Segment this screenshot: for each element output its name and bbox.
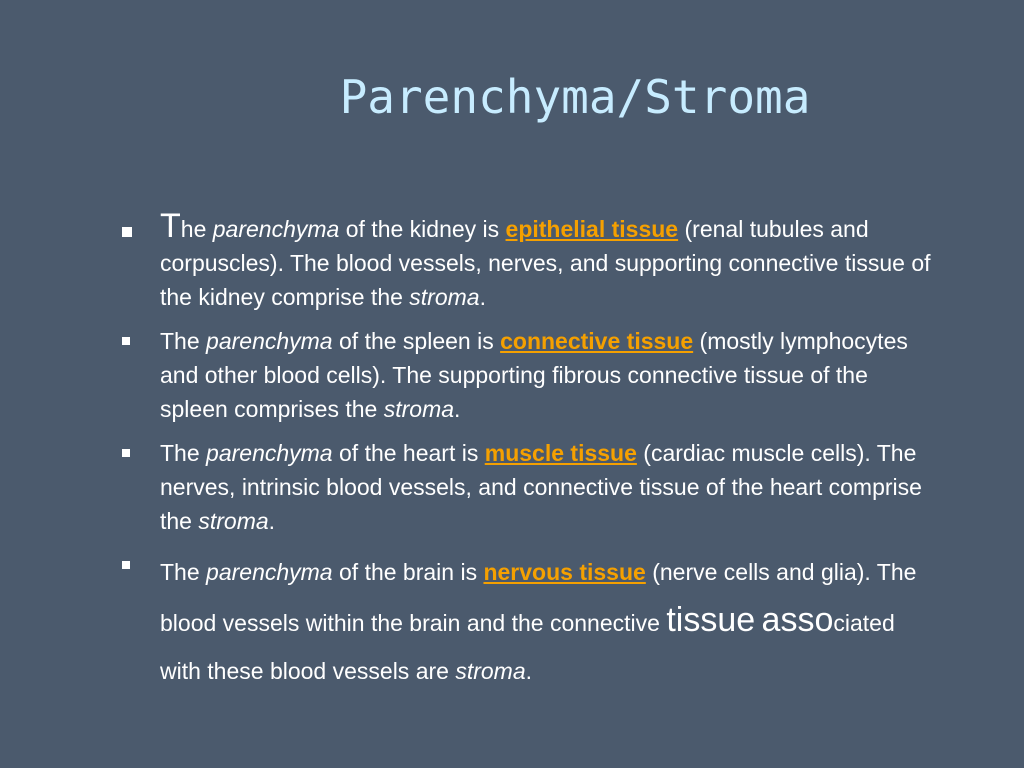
item-mid: of the kidney is xyxy=(339,216,506,242)
bullet-item-kidney xyxy=(122,207,942,314)
square-bullet-icon xyxy=(122,227,132,237)
link-connective-tissue[interactable]: connective tissue xyxy=(500,328,694,354)
bullet-item-spleen xyxy=(122,324,942,426)
item-lead: The xyxy=(160,559,207,585)
term-stroma: stroma xyxy=(383,396,455,422)
large-word-tissue: tissue xyxy=(666,601,756,639)
item-rest: (cardiac muscle cells). The nerves, intrinsic blood vessels, and connective tissue of the heart comprise the xyxy=(160,440,922,534)
square-bullet-icon xyxy=(122,561,130,569)
item-lead: The xyxy=(160,328,207,354)
item-end: . xyxy=(525,658,533,684)
item-mid: of the heart is xyxy=(332,440,485,466)
item-mid: of the brain is xyxy=(332,559,484,585)
link-epithelial-tissue[interactable]: epithelial tissue xyxy=(505,216,679,242)
term-parenchyma: parenchyma xyxy=(212,216,340,242)
drop-cap: T xyxy=(160,207,181,245)
square-bullet-icon xyxy=(122,449,130,457)
large-word-asso: asso xyxy=(761,601,834,639)
term-parenchyma: parenchyma xyxy=(206,440,333,466)
item-lead: The xyxy=(160,440,207,466)
item-end: . xyxy=(268,508,276,534)
item-end: . xyxy=(479,284,486,310)
term-stroma: stroma xyxy=(409,284,480,310)
item-rest: (nerve cells and glia). The blood vessels within the brain and the connective xyxy=(160,559,917,636)
item-end: . xyxy=(454,396,461,422)
bullet-list xyxy=(122,207,942,705)
bullet-item-heart xyxy=(122,436,942,538)
item-mid: of the spleen is xyxy=(332,328,501,354)
link-nervous-tissue[interactable]: nervous tissue xyxy=(483,559,646,585)
slide-title: Parenchyma/Stroma xyxy=(339,70,811,124)
item-rest-2: ciated with these blood vessels are xyxy=(160,610,895,684)
term-stroma: stroma xyxy=(455,658,526,684)
item-rest: (renal tubules and corpuscles). The blood vessels, nerves, and supporting connective tissue of the kidney comprise the xyxy=(160,216,931,310)
link-muscle-tissue[interactable]: muscle tissue xyxy=(484,440,637,466)
square-bullet-icon xyxy=(122,337,130,345)
term-parenchyma: parenchyma xyxy=(206,559,333,585)
term-stroma: stroma xyxy=(198,508,269,534)
bullet-item-brain xyxy=(122,548,942,695)
term-parenchyma: parenchyma xyxy=(206,328,333,354)
item-lead: he xyxy=(180,216,213,242)
item-rest: (mostly lymphocytes and other blood cells). The supporting fibrous connective tissue of the spleen comprises the xyxy=(160,328,908,422)
